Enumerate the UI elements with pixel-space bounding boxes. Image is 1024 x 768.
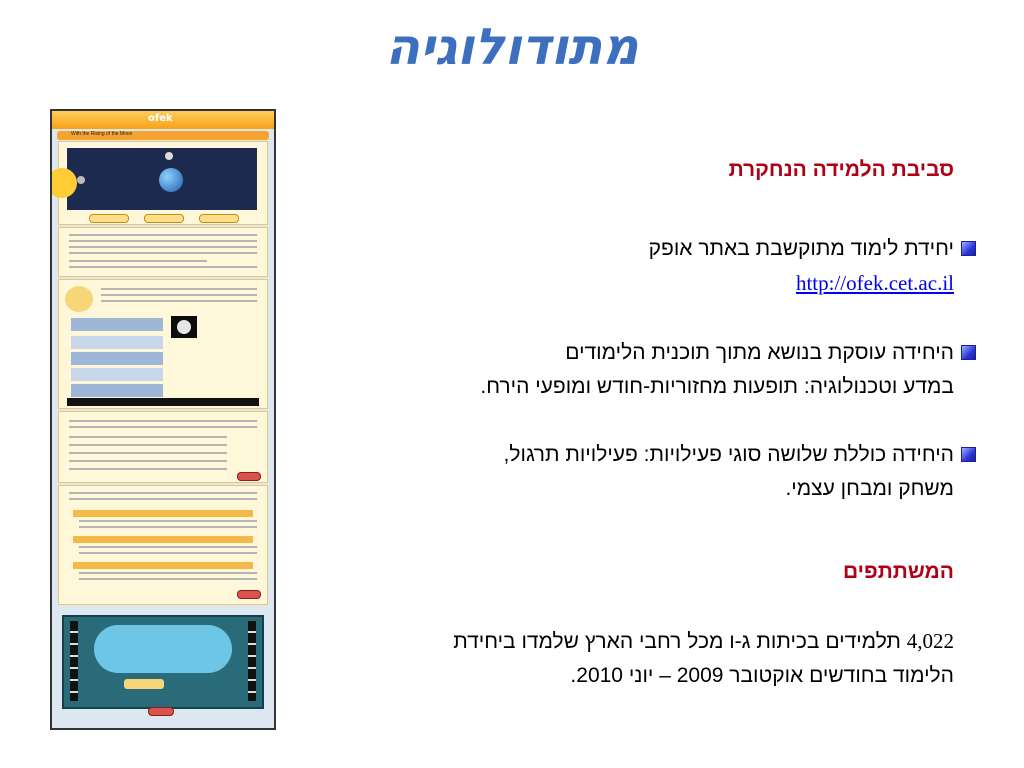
moon-icon [77,176,85,184]
participants-line: תלמידים בכיתות ג-ו מכל רחבי הארץ שלמדו ביחידת [453,630,907,653]
sun-icon [50,168,77,198]
game-cloud [94,625,232,673]
child-avatar [65,286,93,312]
participants-text [254,624,954,693]
check-button[interactable] [237,472,261,481]
screenshot-header-bar [57,131,269,140]
moon-phases-strip [67,398,259,406]
next-button[interactable] [148,707,174,716]
unit-screenshot [50,109,276,730]
bullet-line: היחידה עוסקת בנושא מתוך תוכנית הלימודים [565,341,954,364]
section-heading-participants: המשתתפים [842,560,954,583]
ofek-logo: ofek [148,113,173,124]
orbit-simulation [67,148,257,210]
moon-icon [165,152,173,160]
info-panel [58,227,268,277]
bullet-square-icon [961,345,976,360]
bullet-unit [354,232,954,301]
bullet-line: יחידת לימוד מתוקשבת באתר אופק [648,237,954,260]
bullet-line: במדע וטכנולוגיה: תופעות מחזוריות-חודש ומופעי הירח. [480,375,954,398]
full-orbit-button[interactable] [89,214,129,223]
participants-count: 4,022 [906,629,954,653]
screenshot-topbar [52,111,274,129]
bullet-square-icon [961,241,976,256]
bullet-line: משחק ומבחן עצמי. [785,477,954,500]
clear-button[interactable] [199,214,239,223]
sentences-panel [58,411,268,483]
birthday-panel [58,485,268,605]
bullet-activities [354,438,954,506]
step-orbit-button[interactable] [144,214,184,223]
participants-line: הלימוד בחודשים אוקטובר 2009 – יוני 2010. [570,664,954,687]
game-panel [62,615,264,709]
ofek-link[interactable]: http://ofek.cet.ac.il [795,271,954,295]
section-heading-environment: סביבת הלמידה הנחקרת [728,158,954,181]
moon-phase-column [248,621,256,701]
check-button[interactable] [237,590,261,599]
screenshot-header: With the Rising of the Moon [71,131,133,137]
calendar-panel [58,279,268,409]
begin-playing-button[interactable] [124,679,164,689]
earth-icon [159,168,183,192]
bullet-square-icon [961,447,976,462]
bullet-topic [354,336,954,404]
bullet-line: היחידה כוללת שלושה סוגי פעילויות: פעילויות תרגול, [503,443,954,466]
moon-phase-column [70,621,78,701]
slide-title: מתודולוגיה [385,18,639,76]
orbit-panel [58,141,268,225]
